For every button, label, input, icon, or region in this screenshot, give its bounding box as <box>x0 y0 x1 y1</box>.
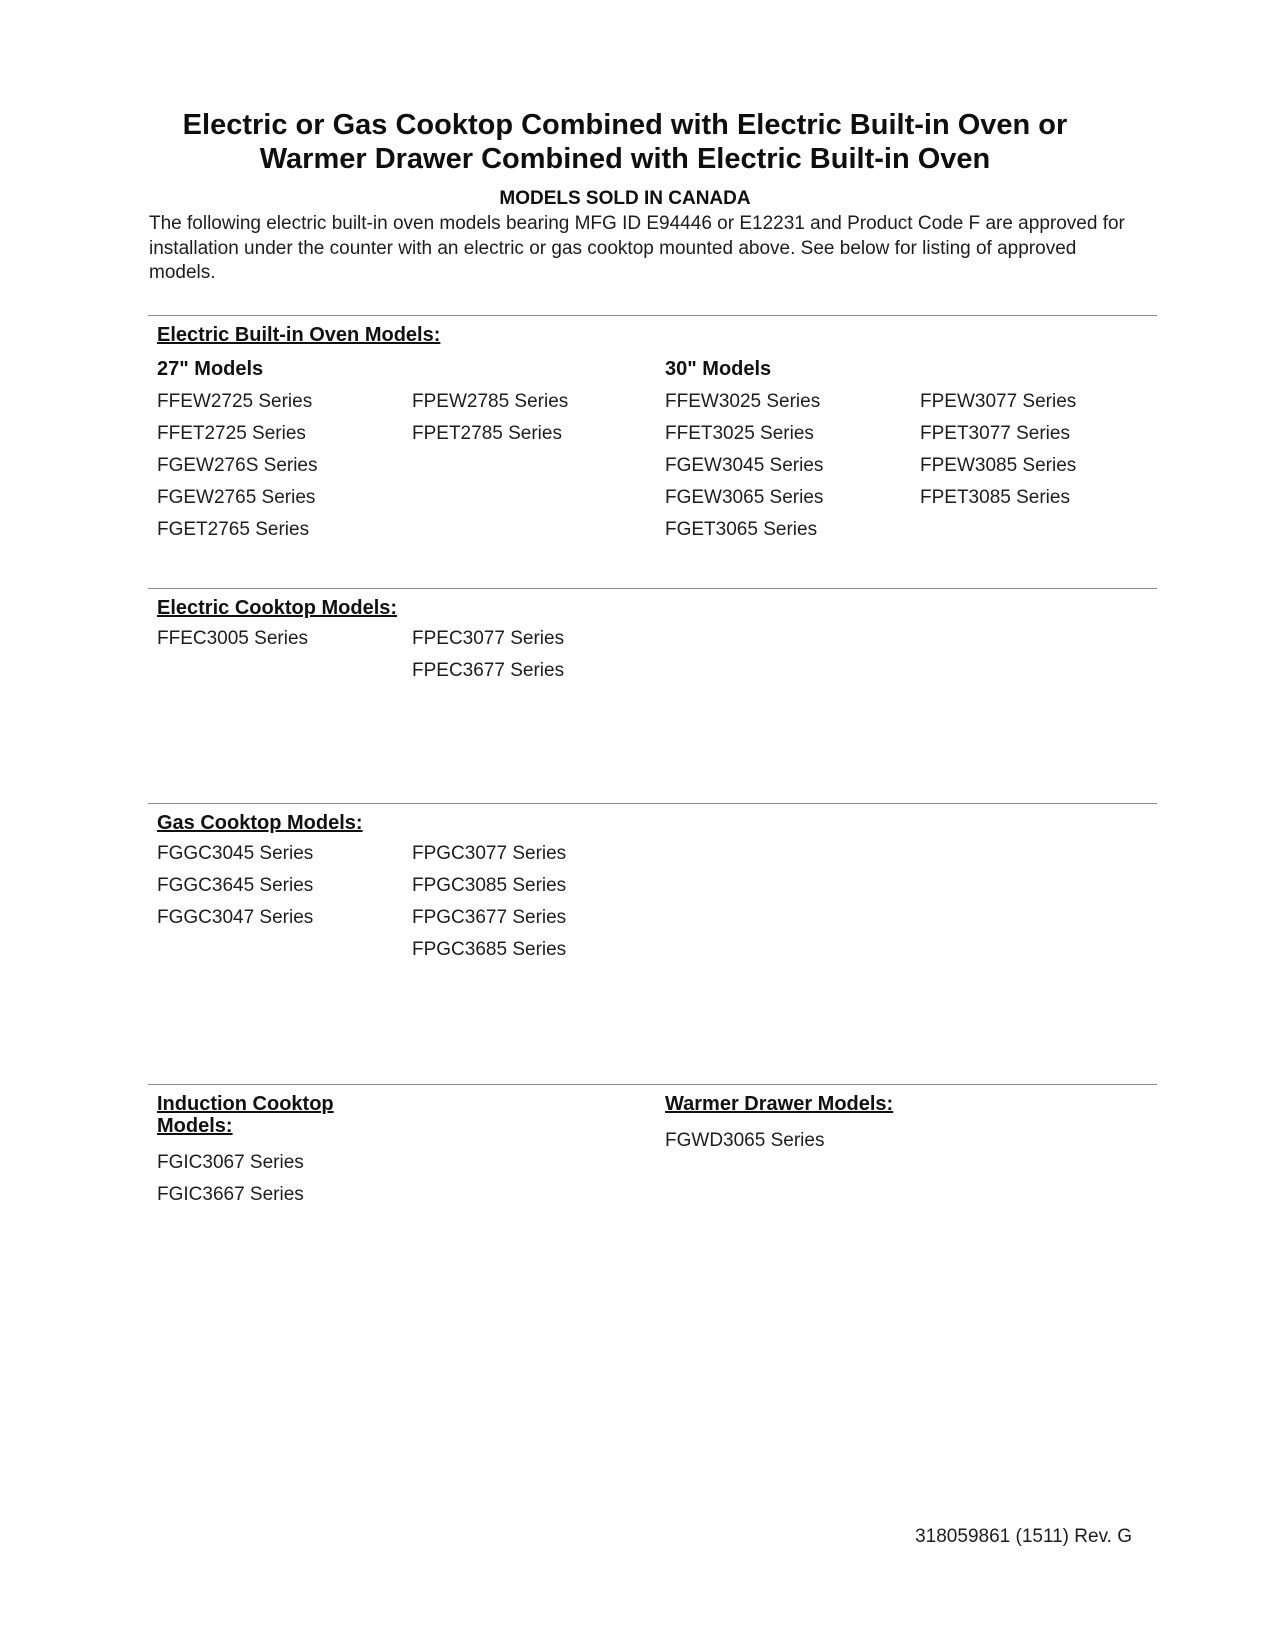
model-column-empty <box>920 838 1157 966</box>
column-subheading-27: 27" Models <box>157 358 264 380</box>
section-heading-induction: Induction Cooktop Models: <box>157 1093 334 1137</box>
page-title-line-1: Electric or Gas Cooktop Combined with Electric Built-in Oven or <box>182 109 1068 141</box>
model-item: FPEC3677 Series <box>412 660 565 681</box>
model-item: FPEC3077 Series <box>412 628 565 649</box>
column-subheading-spacer <box>412 358 665 380</box>
model-grid <box>157 623 1157 687</box>
model-column-a <box>157 838 412 966</box>
model-column-b <box>412 838 665 966</box>
model-column-30-b <box>920 350 1157 546</box>
model-item: FPET3085 Series <box>920 487 1070 508</box>
model-item: FFEW3025 Series <box>665 391 821 412</box>
column-subheading-spacer <box>920 358 1157 380</box>
model-item: FGEW2765 Series <box>157 487 316 508</box>
model-item: FGET3065 Series <box>665 519 818 540</box>
model-item: FGGC3047 Series <box>157 907 314 928</box>
section-gas-cooktop <box>148 803 1157 966</box>
model-grid <box>157 350 1157 546</box>
section-heading: Electric Built-in Oven Models: <box>157 324 441 346</box>
model-column-empty <box>920 623 1157 687</box>
model-column-a <box>157 623 412 687</box>
section-heading-warmer: Warmer Drawer Models: <box>665 1093 894 1115</box>
model-item: FGEW276S Series <box>157 455 318 476</box>
model-item: FPGC3677 Series <box>412 907 567 928</box>
model-item: FFEW2725 Series <box>157 391 313 412</box>
model-item: FFEC3005 Series <box>157 628 309 649</box>
page-subtitle: MODELS SOLD IN CANADA <box>499 188 751 209</box>
model-item: FPET3077 Series <box>920 423 1070 444</box>
model-item: FPGC3085 Series <box>412 875 567 896</box>
model-column-warmer <box>665 1085 920 1211</box>
model-column-induction <box>157 1085 412 1211</box>
model-column-empty <box>665 838 920 966</box>
section-content <box>148 804 1157 966</box>
model-column-b <box>412 623 665 687</box>
section-electric-cooktop <box>148 588 1157 687</box>
model-item: FPET2785 Series <box>412 423 562 444</box>
section-induction-and-warmer <box>148 1084 1157 1211</box>
model-item: FPEW3085 Series <box>920 455 1077 476</box>
model-column-empty <box>665 623 920 687</box>
model-column-30-a <box>665 350 920 546</box>
model-item: FGIC3067 Series <box>157 1152 304 1173</box>
model-grid <box>157 838 1157 966</box>
model-grid <box>157 1085 1157 1211</box>
section-heading: Gas Cooktop Models: <box>157 812 363 834</box>
model-column-27-b <box>412 350 665 546</box>
section-content <box>148 589 1157 687</box>
model-item: FPEW3077 Series <box>920 391 1077 412</box>
model-item: FGET2765 Series <box>157 519 310 540</box>
model-item: FGGC3045 Series <box>157 843 314 864</box>
model-item: FFET3025 Series <box>665 423 814 444</box>
section-electric-built-in-oven <box>148 315 1157 546</box>
model-column-empty <box>412 1085 665 1211</box>
intro-paragraph: The following electric built-in oven models bearing MFG ID E94446 or E12231 and Product Code F are approved for installation under the counter with an electric or gas cooktop mounted above. See below for listing of approved models. <box>149 213 1125 283</box>
section-content <box>148 1085 1157 1211</box>
model-item: FPGC3685 Series <box>412 939 567 960</box>
model-item: FFET2725 Series <box>157 423 306 444</box>
model-item: FGIC3667 Series <box>157 1184 304 1205</box>
model-column-empty <box>920 1085 1157 1211</box>
model-item: FGGC3645 Series <box>157 875 314 896</box>
model-item: FPGC3077 Series <box>412 843 567 864</box>
model-item: FGWD3065 Series <box>665 1130 825 1151</box>
model-item: FGEW3045 Series <box>665 455 824 476</box>
page-title <box>0 108 1250 176</box>
footer-doc-number: 318059861 (1511) Rev. G <box>915 1526 1132 1547</box>
model-item: FPEW2785 Series <box>412 391 569 412</box>
section-heading: Electric Cooktop Models: <box>157 597 398 619</box>
model-item: FGEW3065 Series <box>665 487 824 508</box>
column-subheading-30: 30" Models <box>665 358 772 380</box>
model-column-27-a <box>157 350 412 546</box>
section-content <box>148 316 1157 546</box>
page-title-line-2: Warmer Drawer Combined with Electric Built-in Oven <box>259 143 991 175</box>
